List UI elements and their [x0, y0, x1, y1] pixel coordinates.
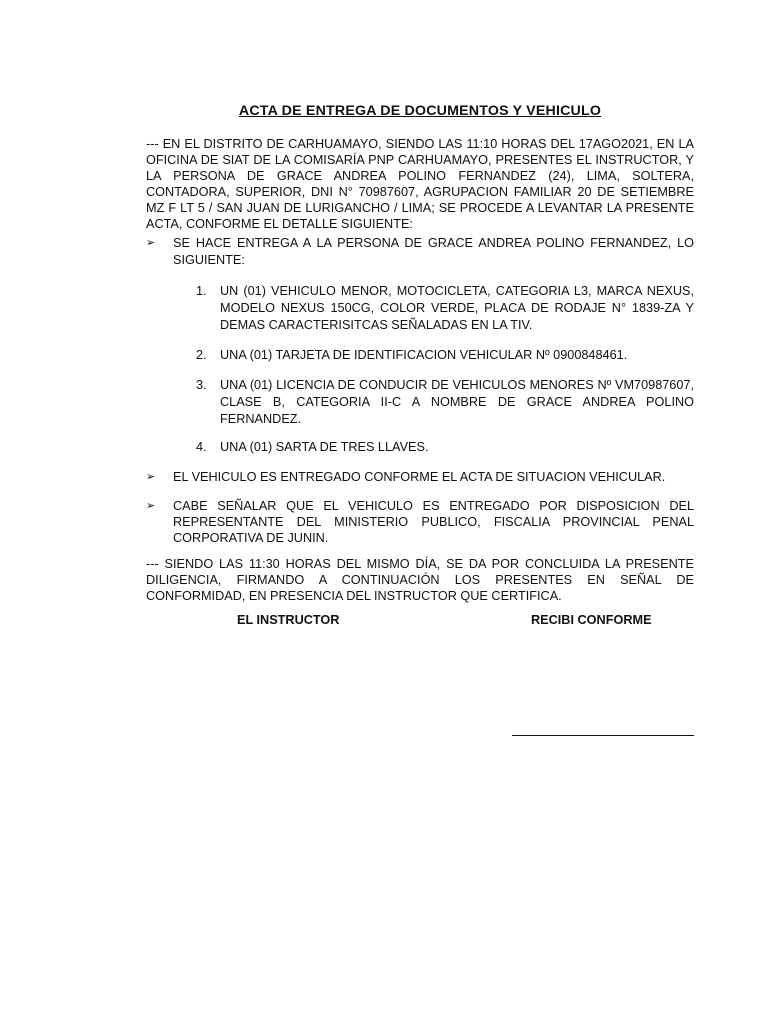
closing-paragraph: --- SIENDO LAS 11:30 HORAS DEL MISMO DÍA, SE DA POR CONCLUIDA LA PRESENTE DILIGENCIA, FIRMANDO A CONTINUACIÓN LOS PRESENTES EN SEÑAL DE CONFORMIDAD, EN PRESENCIA DEL INSTRUCTOR QUE CERTIFICA.	[146, 557, 694, 603]
item-text: UN (01) VEHICULO MENOR, MOTOCICLETA, CATEGORIA L3, MARCA NEXUS, MODELO NEXUS 150CG, COLOR VERDE, PLACA DE RODAJE N° 1839-ZA Y DEMAS CARACTERISITCAS SEÑALADAS EN LA TIV.	[220, 284, 694, 332]
signature-line	[512, 735, 694, 736]
item-number: 4.	[196, 440, 207, 454]
item-number: 2.	[196, 348, 207, 362]
bullet-text: SE HACE ENTREGA A LA PERSONA DE GRACE ANDREA POLINO FERNANDEZ, LO SIGUIENTE:	[173, 236, 694, 267]
item-number: 3.	[196, 378, 207, 392]
bullet-text: CABE SEÑALAR QUE EL VEHICULO ES ENTREGADO POR DISPOSICION DEL REPRESENTANTE DEL MINISTERIO PUBLICO, FISCALIA PROVINCIAL PENAL CORPORATIVA DE JUNIN.	[173, 499, 694, 545]
item-text: UNA (01) LICENCIA DE CONDUCIR DE VEHICULOS MENORES Nº VM70987607, CLASE B, CATEGORIA II-C A NOMBRE DE GRACE ANDREA POLINO FERNANDEZ.	[220, 378, 694, 426]
bullet-item-delivery	[146, 235, 694, 269]
signature-label-recipient: RECIBI CONFORME	[531, 613, 652, 627]
bullet-item-condition	[146, 469, 694, 486]
intro-paragraph: --- EN EL DISTRITO DE CARHUAMAYO, SIENDO LAS 11:10 HORAS DEL 17AGO2021, EN LA OFICINA DE SIAT DE LA COMISARÍA PNP CARHUAMAYO, PRESENTES EL INSTRUCTOR, Y LA PERSONA DE GRACE ANDREA POLINO FERNANDEZ (24), LIMA, SOLTERA, CONTADORA, SUPERIOR, DNI N° 70987607, AGRUPACION FAMILIAR 20 DE SETIEMBRE MZ F LT 5 / SAN JUAN DE LURIGANCHO / LIMA; SE PROCEDE A LEVANTAR LA PRESENTE ACTA, CONFORME EL DETALLE SIGUIENTE:	[146, 137, 694, 231]
arrow-bullet-icon: ➢	[146, 237, 156, 249]
document-title: ACTA DE ENTREGA DE DOCUMENTOS Y VEHICULO	[238, 103, 602, 119]
item-text: UNA (01) SARTA DE TRES LLAVES.	[220, 440, 429, 454]
arrow-bullet-icon: ➢	[146, 500, 156, 512]
item-number: 1.	[196, 284, 207, 298]
bullet-text: EL VEHICULO ES ENTREGADO CONFORME EL ACTA DE SITUACION VEHICULAR.	[173, 470, 666, 484]
arrow-bullet-icon: ➢	[146, 471, 156, 483]
item-text: UNA (01) TARJETA DE IDENTIFICACION VEHICULAR Nº 0900848461.	[220, 348, 628, 362]
bullet-item-disposition	[146, 498, 694, 546]
signature-label-instructor: EL INSTRUCTOR	[237, 613, 340, 627]
